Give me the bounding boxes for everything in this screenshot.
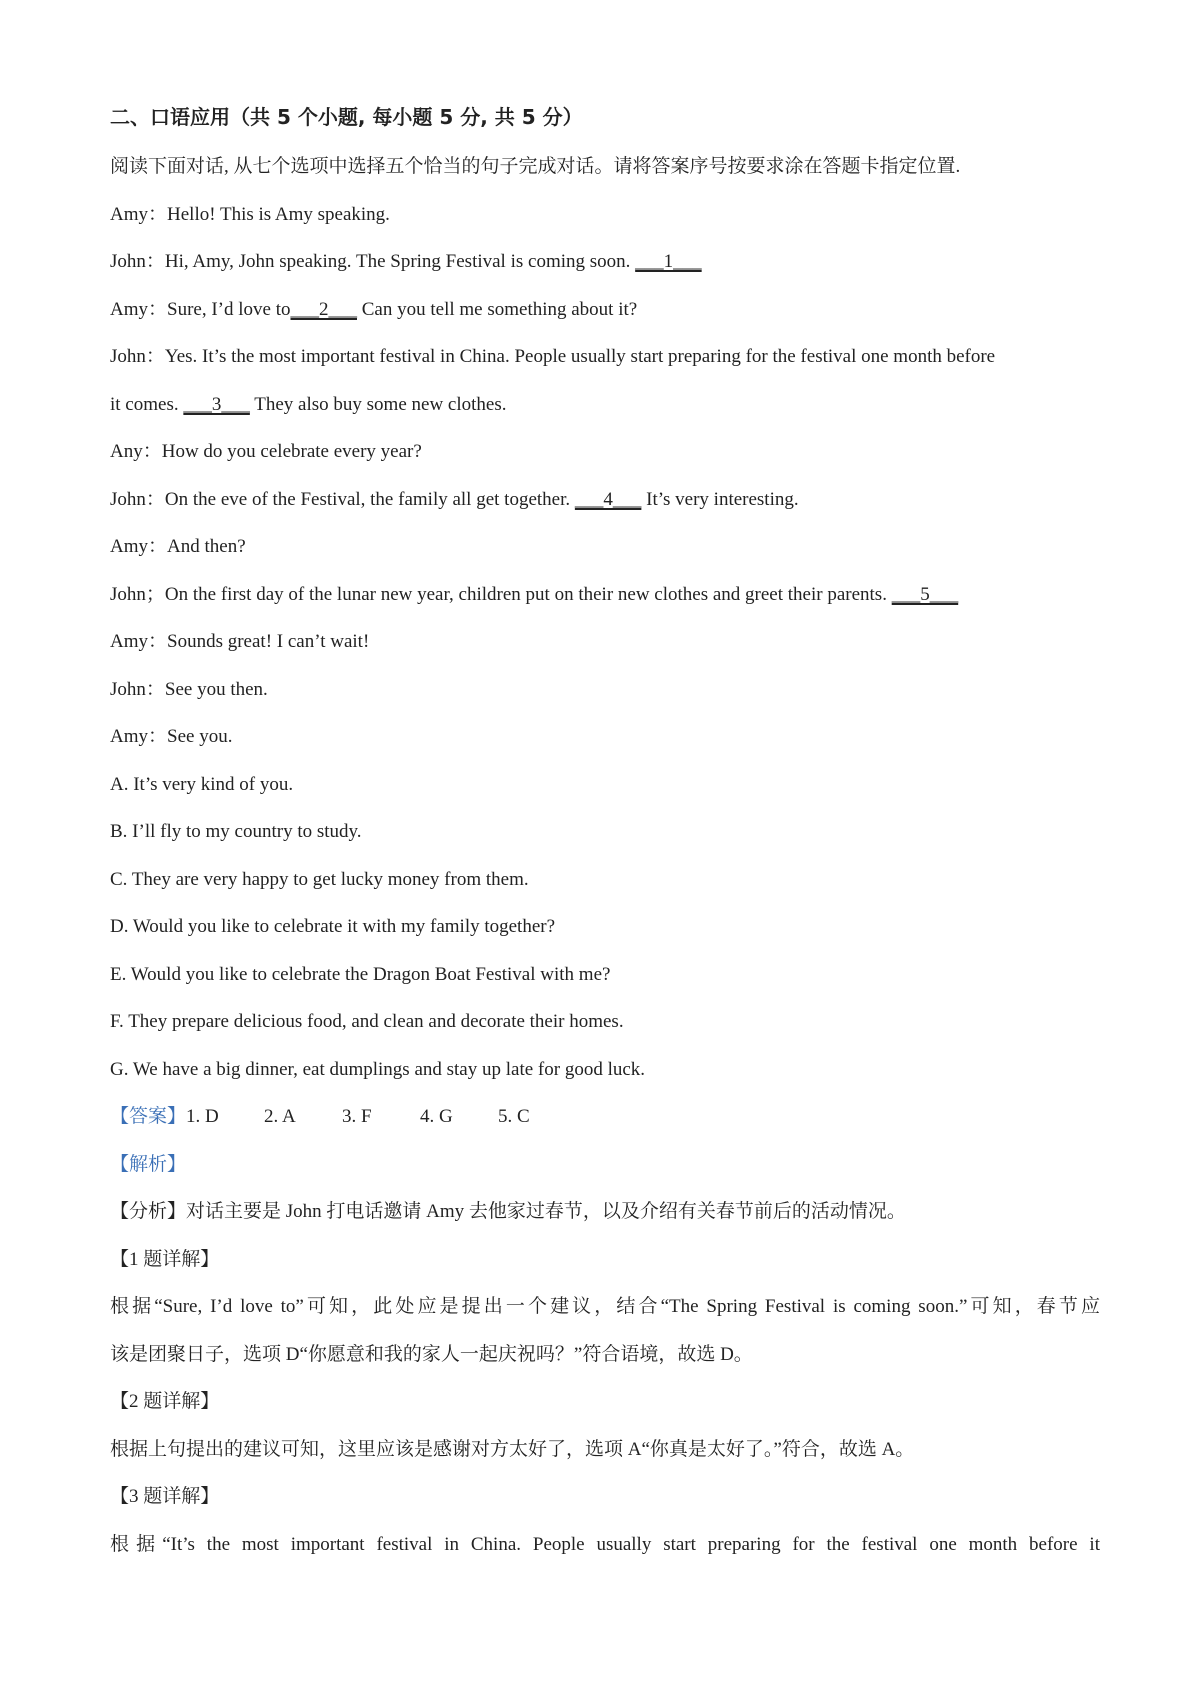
dialogue-text: They also buy some new clothes.: [249, 393, 507, 415]
dialogue-line: [110, 571, 1100, 619]
dialogue-line: [110, 238, 1100, 286]
dialogue-text: It’s very interesting.: [641, 488, 799, 510]
dialogue-text: How do you celebrate every year?: [161, 441, 422, 462]
speaker: Any：: [110, 441, 162, 462]
option-d: D. Would you like to celebrate it with my family together?: [110, 916, 556, 937]
dialogue-text: See you.: [167, 726, 233, 747]
option-a: A. It’s very kind of you.: [110, 773, 294, 795]
dialogue-text: Can you tell me something about it?: [357, 298, 638, 320]
question-3-heading: 【3 题详解】: [110, 1486, 220, 1507]
option-b: B. I’ll fly to my country to study.: [110, 821, 362, 842]
dialogue-line: [110, 476, 1100, 524]
answer-blank: ___2___: [290, 298, 357, 320]
option-g: G. We have a big dinner, eat dumplings and stay up late for good luck.: [110, 1058, 646, 1080]
dialogue-line: [110, 191, 1100, 239]
instruction: 阅读下面对话, 从七个选项中选择五个恰当的句子完成对话。请将答案序号按要求涂在答题卡指定位置.: [110, 156, 961, 177]
option-c: C. They are very happy to get lucky money from them.: [110, 868, 529, 890]
question-2-heading: 【2 题详解】: [110, 1391, 220, 1412]
dialogue-text: Hi, Amy, John speaking. The Spring Festival is coming soon.: [164, 251, 636, 272]
speaker: Amy：: [110, 298, 168, 320]
dialogue-line: [110, 523, 1100, 571]
speaker: John：: [110, 488, 165, 510]
speaker: Amy：: [110, 726, 168, 747]
dialogue-text: Sure, I’d love to: [167, 298, 291, 320]
dialogue-line: [110, 428, 1100, 476]
dialogue-text: See you then.: [164, 678, 268, 700]
document-content: [110, 96, 1100, 1568]
answer-key: [110, 1093, 1100, 1141]
dialogue-text: Hello! This is Amy speaking.: [167, 203, 390, 225]
question-1-explanation: 根据“Sure, I’d love to”可知，此处应是提出一个建议，结合“The Spring Festival is coming soon.”可知，春节应: [110, 1296, 1100, 1317]
dialogue-text: Sounds great! I can’t wait!: [167, 631, 370, 652]
answer-blank: ___5___: [891, 583, 959, 605]
speaker: John：: [110, 678, 165, 700]
dialogue-line: [110, 333, 1100, 381]
question-2-explanation: 根据上句提出的建议可知，这里应该是感谢对方太好了，选项 A“你真是太好了。”符合，故选 A。: [110, 1438, 915, 1460]
analysis-label: 【解析】: [110, 1153, 187, 1175]
dialogue-text: it comes.: [110, 393, 184, 415]
question-3-explanation: 根据“It’s the most important festival in China. People usually start preparing for the festival one month before it: [110, 1533, 1100, 1555]
speaker: Amy：: [110, 203, 168, 225]
answer-blank: ___1___: [635, 251, 702, 272]
dialogue-text: On the eve of the Festival, the family all get together.: [164, 488, 575, 510]
answer-blank: ___3___: [183, 393, 250, 415]
answer-blank: ___4___: [574, 488, 642, 510]
question-1-heading: 【1 题详解】: [110, 1248, 220, 1270]
dialogue-text: And then?: [167, 536, 246, 557]
answer-item: 2. A: [264, 1106, 296, 1127]
question-1-explanation-cont: 该是团聚日子，选项 D“你愿意和我的家人一起庆祝吗？”符合语境，故选 D。: [110, 1343, 753, 1365]
answer-item: 4. G: [420, 1106, 453, 1127]
dialogue-line: [110, 713, 1100, 761]
answer-label: 【答案】: [110, 1106, 187, 1127]
speaker: John；: [110, 583, 165, 605]
speaker: Amy：: [110, 631, 168, 652]
dialogue-line: [110, 618, 1100, 666]
answer-item: 1. D: [186, 1106, 219, 1127]
options-list: [110, 761, 1100, 1094]
option-e: E. Would you like to celebrate the Dragon Boat Festival with me?: [110, 963, 611, 985]
option-f: F. They prepare delicious food, and clean and decorate their homes.: [110, 1011, 624, 1032]
speaker: John：: [110, 251, 165, 272]
dialogue-line: [110, 286, 1100, 334]
dialogue-line: [110, 381, 1100, 429]
dialogue-text: Yes. It’s the most important festival in China. People usually start preparing for the festival one month before: [164, 346, 996, 367]
answer-item: 5. C: [498, 1106, 530, 1127]
analysis-section: [110, 1188, 1100, 1568]
dialogue-text: On the first day of the lunar new year, children put on their new clothes and greet their parents.: [164, 583, 892, 605]
speaker: John：: [110, 346, 165, 367]
section-title: 二、口语应用（共 5 个小题, 每小题 5 分, 共 5 分）: [110, 105, 583, 129]
dialogue-line: [110, 666, 1100, 714]
answer-item: 3. F: [342, 1106, 372, 1127]
dialogue: [110, 191, 1100, 761]
speaker: Amy：: [110, 536, 168, 557]
analysis-summary: 【分析】对话主要是 John 打电话邀请 Amy 去他家过春节，以及介绍有关春节前后的活动情况。: [110, 1201, 906, 1222]
